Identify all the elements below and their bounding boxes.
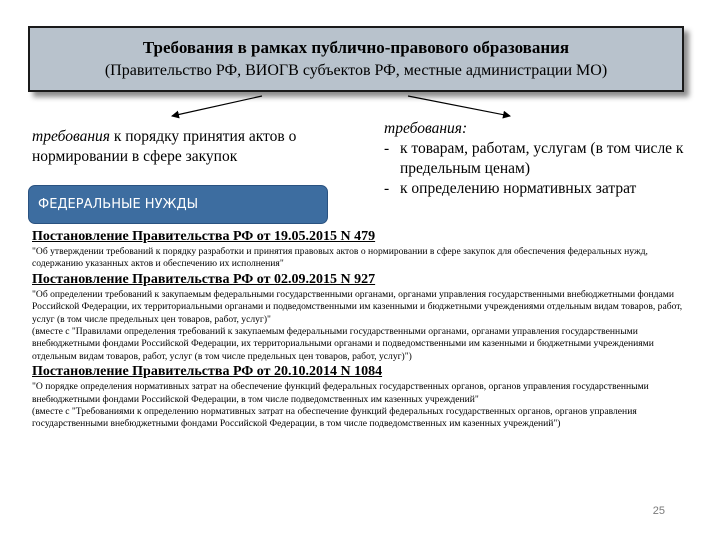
decree-1084 — [32, 363, 692, 431]
right-requirements-list — [384, 139, 684, 199]
decree-text: "Об утверждении требований к порядку разработки и принятия правовых актов о нормировании в сфере закупок для обеспечения федеральных нужд, содержанию указанных актов и обеспечению их исполнения" — [32, 246, 648, 270]
decree-text-appendix: (вместе с "Правилами определения требований к закупаемым федеральными государственными органами, органами управления государственными внебюджетными фондами Российской Федерации, их территориальными органами и подведомственными им казенными и бюджетными учреждениями отдельным видам товаров, работ, услуг (в том числе предельных цен товаров, работ, услуг)") — [32, 326, 654, 362]
left-arrow — [172, 96, 262, 116]
right-arrow — [408, 96, 510, 116]
list-item-text: к определению нормативных затрат — [400, 180, 637, 197]
federal-needs-box: ФЕДЕРАЛЬНЫЕ НУЖДЫ — [28, 185, 328, 224]
left-requirements-keyword: требования — [32, 128, 110, 145]
list-item — [384, 139, 684, 179]
header-box — [28, 26, 684, 92]
decrees-section — [32, 228, 692, 431]
decree-text: "О порядке определения нормативных затрат на обеспечение функций федеральных государственных органов, органов управления государственными внебюджетными фондами Российской Федерации, в том числе подведомственных им казенных учреждений" — [32, 381, 649, 405]
dash-bullet: - — [384, 180, 390, 197]
list-item-text: к товарам, работам, услугам (в том числе к предельным ценам) — [400, 140, 684, 177]
left-requirements-text: к порядку принятия актов о нормировании в сфере закупок — [32, 128, 297, 165]
page-number: 25 — [652, 505, 665, 517]
right-requirements — [384, 119, 684, 199]
left-requirements — [32, 127, 342, 167]
decree-title: Постановление Правительства РФ от 20.10.2014 N 1084 — [32, 364, 383, 380]
decree-text-appendix: (вместе с "Требованиями к определению нормативных затрат на обеспечение функций федеральных государственных органов, органов управления государственными внебюджетными фондами Российской Федерации, в том числе подведомственных им казенных учреждений") — [32, 406, 637, 430]
header-title: Требования в рамках публично-правового образования — [142, 38, 570, 57]
list-item — [384, 179, 684, 199]
decree-text: "Об определении требований к закупаемым федеральными государственными органами, органами управления государственными внебюджетными фондами Российской Федерации, их территориальными органами и подведомственными им казенными и бюджетными учреждениями отдельным видам товаров, работ, услуг (в том числе предельных цен товаров, работ, услуг)" — [32, 288, 683, 325]
decree-title: Постановление Правительства РФ от 02.09.2015 N 927 — [32, 271, 376, 287]
header-subtitle: (Правительство РФ, ВИОГВ субъектов РФ, местные администрации МО) — [104, 62, 608, 79]
decree-927 — [32, 271, 692, 363]
dash-bullet: - — [384, 140, 390, 157]
decree-479 — [32, 228, 692, 271]
decree-title: Постановление Правительства РФ от 19.05.2015 N 479 — [32, 229, 376, 244]
right-requirements-heading: требования: — [384, 120, 468, 137]
